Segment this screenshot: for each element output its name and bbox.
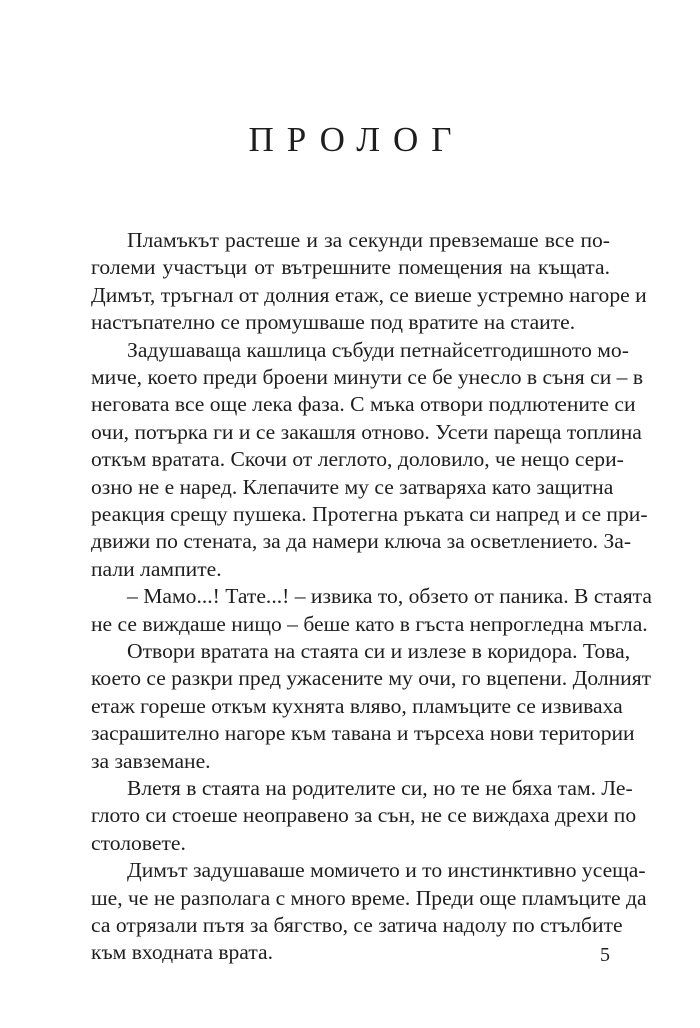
text-line: са отрязали пътя за бягство, се затича надолу по стълбите — [91, 913, 623, 937]
page-number: 5 — [600, 944, 610, 966]
text-line: Отвори вратата на стаята си и излезе в коридора. Това, — [127, 639, 631, 663]
text-line: откъм вратата. Скочи от леглото, доловило, че нещо сери- — [91, 447, 624, 472]
text-line: миче, което преди броени минути се бе унесло в съня си – в — [91, 365, 644, 389]
text-line: столовете. — [91, 830, 186, 855]
text-line: неговата все още лека фаза. С мъка отвори подлютените си — [91, 392, 636, 417]
chapter-title: ПРОЛОГ — [248, 120, 465, 159]
text-line: етаж гореше откъм кухнята вляво, пламъците се извиваха — [91, 693, 623, 718]
text-line: Димът задушаваше момичето и то инстинктивно усеща- — [127, 858, 646, 883]
text-line: реакция срещу пушека. Протегна ръката си напред и се при- — [91, 502, 648, 526]
text-line: засрашително нагоре към тавана и търсеха нови територии — [91, 721, 635, 746]
text-line: Пламъкът растеше и за секунди превземаше все по- — [127, 228, 610, 252]
text-line: глото си стоеше неоправено за сън, не се виждаха дрехи по — [91, 803, 637, 828]
text-line: движи по стената, за да намери ключа за осветлението. За- — [91, 529, 632, 554]
text-line: очи, потърка ги и се закашля отново. Усети пареща топлина — [91, 419, 642, 444]
text-line: към входната врата. — [91, 940, 274, 965]
text-line: големи участъци от вътрешните помещения на къщата. — [91, 255, 610, 280]
text-line: пали лампите. — [91, 556, 222, 581]
text-line: Влетя в стаята на родителите си, но те не бяха там. Ле- — [127, 776, 633, 800]
text-line: – Мамо...! Тате...! – извика то, обзето от паника. В стаята — [127, 584, 652, 609]
text-line: Димът, тръгнал от долния етаж, се виеше устремно нагоре и — [91, 282, 647, 307]
text-line: не се виждаше нищо – беше като в гъста непрогледна мъгла. — [91, 611, 648, 636]
text-line: Задушаваща кашлица събуди петнайсетгодишното мо- — [127, 337, 629, 362]
text-line: озно не е наред. Клепачите му се затваряха като защитна — [91, 474, 614, 499]
text-line: което се разкри пред ужасените му очи, го вцепени. Долният — [91, 666, 652, 691]
text-line: ше, че не разполага с много време. Преди още пламъците да — [91, 885, 647, 910]
text-line: за завземане. — [91, 748, 211, 773]
text-line: настъпателно се промушваше под вратите на стаите. — [91, 310, 576, 335]
